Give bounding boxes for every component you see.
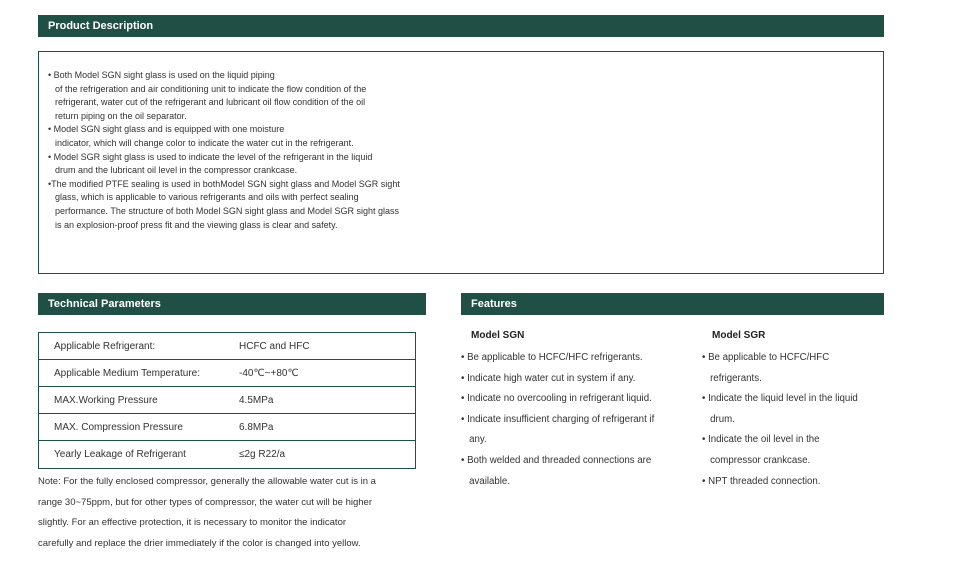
param-label: Applicable Refrigerant: <box>54 340 156 352</box>
description-line: refrigerant, water cut of the refrigerant and lubricant oil flow condition of the oil <box>55 97 366 108</box>
product-description-box <box>38 51 884 274</box>
model-sgn-title: Model SGN <box>471 330 525 341</box>
feature-item: • Indicate the oil level in the <box>702 434 820 446</box>
description-line: performance. The structure of both Model SGN sight glass and Model SGR sight glass <box>55 205 399 216</box>
note-line: carefully and replace the drier immediately if the color is changed into yellow. <box>38 538 361 550</box>
table-row <box>39 387 415 414</box>
description-line: • Model SGN sight glass and is equipped with one moisture <box>48 124 285 135</box>
feature-item: • NPT threaded connection. <box>702 475 821 487</box>
feature-item: any. <box>461 434 487 446</box>
description-line: •The modified PTFE sealing is used in bothModel SGN sight glass and Model SGR sight <box>48 178 400 189</box>
table-row <box>39 333 415 360</box>
description-line: return piping on the oil separator. <box>55 110 187 121</box>
param-value: HCFC and HFC <box>239 340 310 352</box>
feature-item: refrigerants. <box>702 372 762 384</box>
note-line: slightly. For an effective protection, it is necessary to monitor the indicator <box>38 517 347 529</box>
feature-item: • Be applicable to HCFC/HFC refrigerants. <box>461 352 643 363</box>
param-value: ≤2g R22/a <box>239 449 286 460</box>
note-line: Note: For the fully enclosed compressor, generally the allowable water cut is in a <box>38 476 376 487</box>
parameters-note <box>38 472 428 555</box>
technical-parameters-header: Technical Parameters <box>38 293 426 315</box>
features-header: Features <box>461 293 884 315</box>
param-value: 4.5MPa <box>239 394 274 406</box>
feature-item: drum. <box>702 413 735 425</box>
description-line: • Both Model SGN sight glass is used on the liquid piping <box>48 70 275 80</box>
table-row <box>39 360 415 387</box>
description-line: glass, which is applicable to various refrigerants and oils with perfect sealing <box>55 192 359 203</box>
note-line: range 30~75ppm, but for other types of compressor, the water cut will be higher <box>38 496 373 508</box>
param-label: MAX.Working Pressure <box>54 394 158 406</box>
parameters-table <box>38 332 416 469</box>
param-value: 6.8MPa <box>239 421 274 433</box>
feature-item: • Indicate no overcooling in refrigerant liquid. <box>461 393 652 405</box>
param-label: Applicable Medium Temperature: <box>54 367 201 379</box>
model-sgr-title: Model SGR <box>712 330 766 341</box>
description-line: is an explosion-proof press fit and the viewing glass is clear and safety. <box>55 219 338 230</box>
description-line: indicator, which will change color to indicate the water cut in the refrigerant. <box>55 137 354 148</box>
feature-item: available. <box>461 475 511 487</box>
feature-item: • Indicate insufficient charging of refrigerant if <box>461 413 655 425</box>
feature-item: • Indicate high water cut in system if any. <box>461 372 636 384</box>
product-description-header: Product Description <box>38 15 884 37</box>
table-row <box>39 441 415 468</box>
param-label: Yearly Leakage of Refrigerant <box>54 449 186 460</box>
features-sgr-column <box>702 328 858 492</box>
description-line: • Model SGR sight glass is used to indicate the level of the refrigerant in the liquid <box>48 151 373 162</box>
description-line: drum and the lubricant oil level in the compressor crankcase. <box>55 165 298 176</box>
table-row <box>39 414 415 441</box>
feature-item: compressor crankcase. <box>702 454 811 466</box>
features-sgn-column <box>461 328 654 492</box>
feature-item: • Indicate the liquid level in the liquid <box>702 393 858 405</box>
description-line: of the refrigeration and air conditioning unit to indicate the flow condition of the <box>55 83 367 94</box>
feature-item: • Be applicable to HCFC/HFC <box>702 352 830 363</box>
param-value: -40℃~+80℃ <box>239 367 299 379</box>
param-label: MAX. Compression Pressure <box>54 421 183 433</box>
feature-item: • Both welded and threaded connections are <box>461 454 652 466</box>
